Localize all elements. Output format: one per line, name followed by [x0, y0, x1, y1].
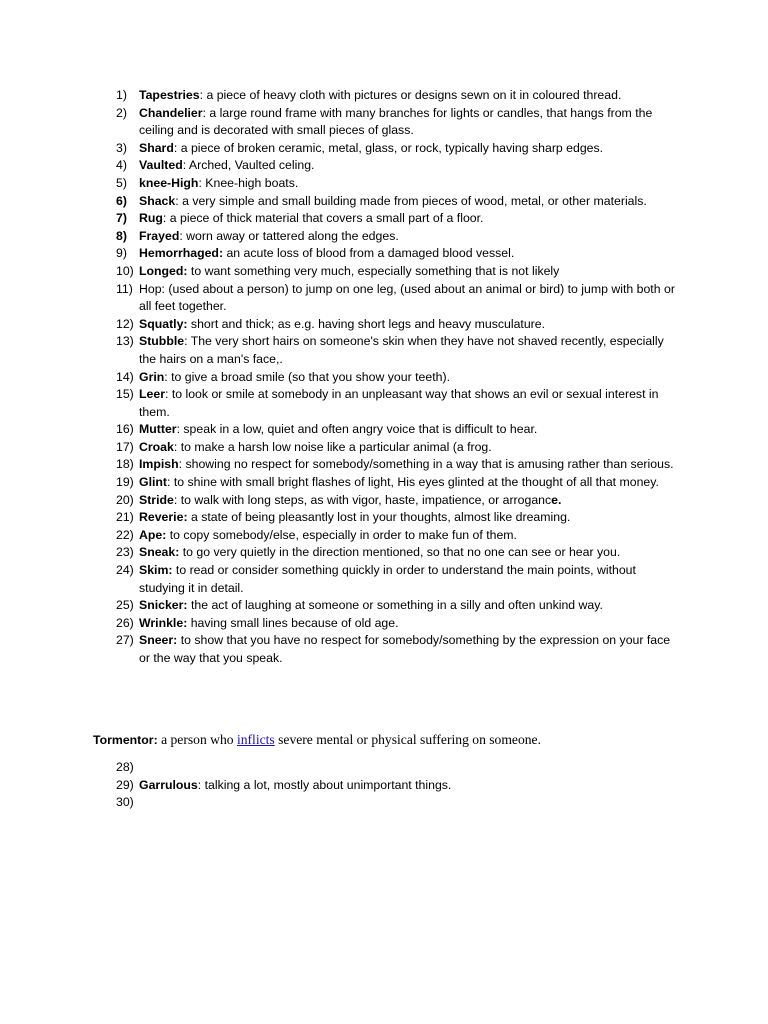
list-item — [0, 210, 768, 228]
list-item — [0, 263, 768, 281]
list-item — [0, 597, 768, 615]
list-item-number: 23) — [116, 545, 134, 560]
list-item-tail: e. — [551, 492, 562, 507]
list-item — [0, 527, 768, 545]
list-item — [0, 509, 768, 527]
list-item-definition: to want something very much, especially something that is not likely — [187, 263, 560, 278]
list-item — [0, 333, 768, 368]
list-item — [0, 632, 768, 667]
list-item-number: 10) — [116, 263, 134, 278]
list-item-definition: : speak in a low, quiet and often angry voice that is difficult to hear. — [176, 422, 538, 437]
list-item-definition: : to shine with small bright flashes of light, His eyes glinted at the thought of all that money. — [167, 475, 659, 490]
list-item-term: Leer — [139, 387, 165, 402]
tormentor-term: Tormentor: — [93, 733, 158, 747]
list-item — [0, 562, 768, 597]
list-item-number: 12) — [116, 316, 134, 331]
tormentor-text-after: severe mental or physical suffering on someone. — [274, 732, 541, 747]
list-item-definition: : Knee-high boats. — [198, 175, 299, 190]
list-item-number: 27) — [116, 633, 134, 648]
list-item-number: 7) — [116, 211, 127, 226]
list-item-number: 17) — [116, 439, 134, 454]
list-item — [0, 193, 768, 211]
list-item-term: Grin — [139, 369, 165, 384]
list-item-term: knee-High — [139, 175, 199, 190]
vocabulary-list-continued — [0, 759, 768, 812]
list-item-definition: : to look or smile at somebody in an unpleasant way that shows an evil or sexual interest in them. — [139, 387, 659, 419]
list-item — [0, 386, 768, 421]
tormentor-definition — [93, 731, 693, 749]
list-item-definition: : talking a lot, mostly about unimportant things. — [197, 777, 452, 792]
list-item — [0, 228, 768, 246]
list-item — [0, 316, 768, 334]
list-item — [0, 474, 768, 492]
list-item-definition: the act of laughing at someone or something in a silly and often unkind way. — [187, 598, 603, 613]
list-item-definition: to show that you have no respect for somebody/something by the expression on your face or the way that you speak. — [139, 633, 671, 665]
list-item-number: 9) — [116, 246, 127, 261]
list-item-definition: : a piece of thick material that covers a small part of a floor. — [162, 211, 484, 226]
list-item-definition: : a piece of broken ceramic, metal, glass, or rock, typically having sharp edges. — [173, 140, 604, 155]
list-item-term: Hemorrhaged: — [139, 246, 224, 261]
list-item — [0, 175, 768, 193]
list-item-term: Snicker: — [139, 598, 188, 613]
list-item-number: 11) — [116, 281, 133, 296]
list-item-number: 16) — [116, 422, 134, 437]
list-item-term: Vaulted — [139, 158, 183, 173]
list-item-definition: to go very quietly in the direction mentioned, so that no one can see or hear you. — [179, 545, 621, 560]
inflicts-link[interactable]: inflicts — [236, 732, 275, 747]
list-item-number: 21) — [116, 510, 134, 525]
list-item-term: Garrulous — [139, 777, 198, 792]
list-item-term: Squatly: — [139, 316, 188, 331]
list-item-term: Skim: — [139, 563, 173, 578]
list-item — [0, 615, 768, 633]
list-item-number: 26) — [116, 615, 134, 630]
list-item-definition: an acute loss of blood from a damaged blood vessel. — [223, 246, 515, 261]
list-item-number: 13) — [116, 334, 134, 349]
list-item-number: 3) — [116, 140, 127, 155]
list-item-definition: : to make a harsh low noise like a particular animal (a frog. — [173, 439, 492, 454]
list-item-number: 22) — [116, 527, 134, 542]
list-item-number: 15) — [116, 387, 134, 402]
list-item-definition: short and thick; as e.g. having short legs and heavy musculature. — [187, 316, 546, 331]
list-item — [0, 794, 768, 812]
list-item-definition: to read or consider something quickly in order to understand the main points, without studying it in detail. — [139, 563, 636, 595]
list-item-term: Impish — [139, 457, 179, 472]
list-item-number: 20) — [116, 492, 134, 507]
list-item-definition: : showing no respect for somebody/something in a way that is amusing rather than serious. — [178, 457, 674, 472]
list-item-definition: to copy somebody/else, especially in order to make fun of them. — [166, 527, 517, 542]
list-item-number: 25) — [116, 598, 134, 613]
list-item-definition: Hop: (used about a person) to jump on one leg, (used about an animal or bird) to jump with both or all feet together. — [139, 281, 675, 314]
list-item — [0, 105, 768, 140]
list-item-term: Reverie: — [139, 510, 188, 525]
list-item-term: Stubble — [139, 334, 185, 349]
list-item-number: 14) — [116, 369, 134, 384]
list-item-number: 6) — [116, 193, 127, 208]
list-item-term: Ape: — [139, 527, 167, 542]
list-item-number: 30) — [116, 795, 134, 810]
list-item-term: Croak — [139, 439, 174, 454]
list-item-number: 29) — [116, 777, 134, 792]
list-item-term: Chandelier — [139, 105, 203, 120]
list-item — [0, 140, 768, 158]
tormentor-text-before: a person who — [157, 732, 237, 747]
list-item-definition: : to walk with long steps, as with vigor, haste, impatience, or arroganc — [173, 492, 552, 507]
list-item — [0, 421, 768, 439]
list-item-number: 4) — [116, 158, 127, 173]
list-item-number: 5) — [116, 175, 127, 190]
list-item-term: Sneer: — [139, 633, 178, 648]
list-item-term: Tapestries — [139, 88, 200, 102]
list-item-number: 19) — [116, 475, 134, 490]
list-item-term: Rug — [139, 211, 163, 226]
list-item-definition: : worn away or tattered along the edges. — [179, 228, 399, 243]
list-item-number: 1) — [116, 88, 127, 102]
list-item-definition: : a piece of heavy cloth with pictures or designs sewn on it in coloured thread. — [199, 88, 622, 102]
list-item-term: Wrinkle: — [139, 615, 188, 630]
list-item-term: Mutter — [139, 422, 177, 437]
list-item — [0, 87, 768, 105]
list-item — [0, 245, 768, 263]
list-item — [0, 281, 768, 316]
list-item-term: Frayed — [139, 228, 180, 243]
list-item-term: Longed: — [139, 263, 188, 278]
list-item-number: 2) — [116, 105, 127, 120]
list-item-definition: : Arched, Vaulted celing. — [182, 158, 315, 173]
list-item-number: 24) — [116, 563, 134, 578]
list-item-number: 18) — [116, 457, 134, 472]
list-item-term: Stride — [139, 492, 174, 507]
list-item-definition: : to give a broad smile (so that you show your teeth). — [164, 369, 450, 384]
list-item — [0, 759, 768, 777]
list-item — [0, 157, 768, 175]
list-item — [0, 492, 768, 510]
list-item — [0, 456, 768, 474]
list-item-term: Shack — [139, 193, 176, 208]
list-item — [0, 369, 768, 387]
list-item — [0, 439, 768, 457]
list-item-definition: : The very short hairs on someone's skin when they have not shaved recently, especially the hairs on a man's face,. — [139, 334, 664, 366]
list-item-term: Sneak: — [139, 545, 180, 560]
list-item-term: Shard — [139, 140, 174, 155]
list-item-definition: having small lines because of old age. — [187, 615, 399, 630]
list-item-definition: : a very simple and small building made from pieces of wood, metal, or other materials. — [175, 193, 647, 208]
list-item-number: 8) — [116, 228, 127, 243]
list-item — [0, 544, 768, 562]
list-item-definition: a state of being pleasantly lost in your thoughts, almost like dreaming. — [187, 510, 571, 525]
list-item-term: Glint — [139, 475, 168, 490]
vocabulary-list — [0, 87, 768, 668]
list-item — [0, 777, 768, 795]
list-item-number: 28) — [116, 760, 134, 774]
list-item-definition: : a large round frame with many branches for lights or candles, that hangs from the ceiling and is decorated with small pieces of glass. — [139, 105, 653, 138]
